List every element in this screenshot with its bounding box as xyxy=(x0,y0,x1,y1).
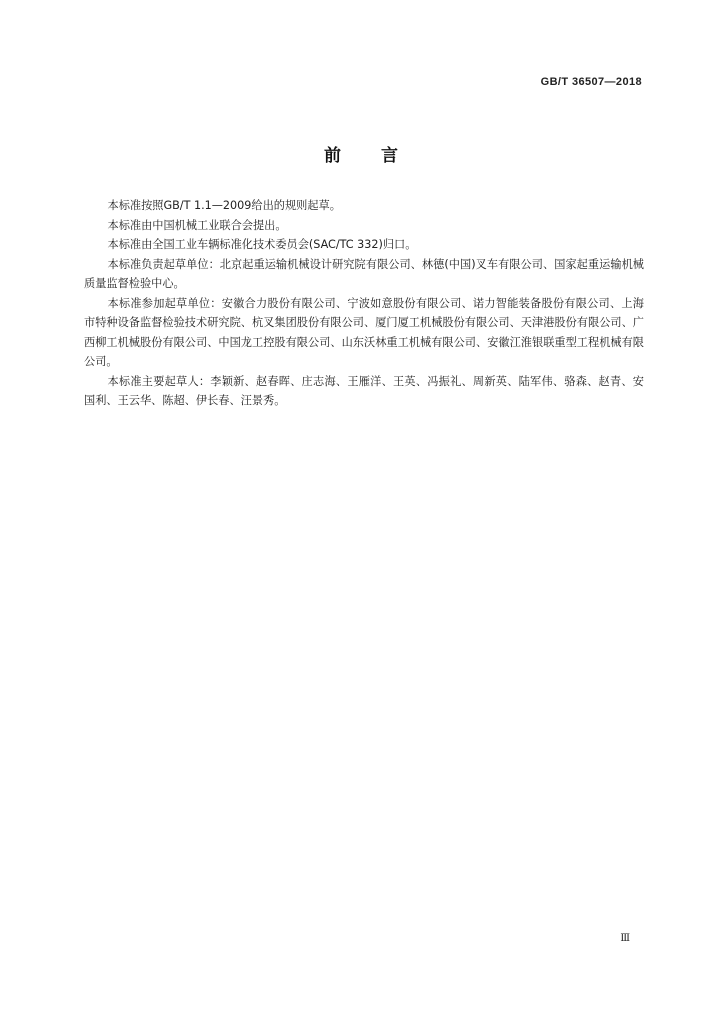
title-char-1: 前 xyxy=(324,146,343,166)
title-char-2: 言 xyxy=(381,146,400,166)
paragraph-drafting-rules: 本标准按照GB/T 1.1—2009给出的规则起草。 xyxy=(107,199,341,212)
foreword-body xyxy=(84,196,644,411)
paragraph-responsible-drafters: 本标准负责起草单位：北京起重运输机械设计研究院有限公司、林德(中国)叉车有限公司、国家起重运输机械质量监督检验中心。 xyxy=(84,257,644,290)
paragraph-participating-drafters: 本标准参加起草单位：安徽合力股份有限公司、宁波如意股份有限公司、诺力智能装备股份有限公司、上海市特种设备监督检验技术研究院、杭叉集团股份有限公司、厦门厦工机械股份有限公司、天津港股份有限公司、广西柳工机械股份有限公司、中国龙工控股有限公司、山东沃林重工机械有限公司、安徽江淮银联重型工程机械有限公司。 xyxy=(84,296,644,368)
page-number: Ⅲ xyxy=(620,933,630,944)
page-title xyxy=(0,141,724,166)
paragraph-main-drafters: 本标准主要起草人：李颖新、赵春晖、庄志海、王雁洋、王英、冯振礼、周新英、陆军伟、骆森、赵青、安国利、王云华、陈超、伊长春、汪景秀。 xyxy=(84,374,644,407)
paragraph-technical-committee: 本标准由全国工业车辆标准化技术委员会(SAC/TC 332)归口。 xyxy=(107,238,417,251)
standard-number: GB/T 36507—2018 xyxy=(540,76,642,88)
paragraph-proposer: 本标准由中国机械工业联合会提出。 xyxy=(107,218,287,232)
